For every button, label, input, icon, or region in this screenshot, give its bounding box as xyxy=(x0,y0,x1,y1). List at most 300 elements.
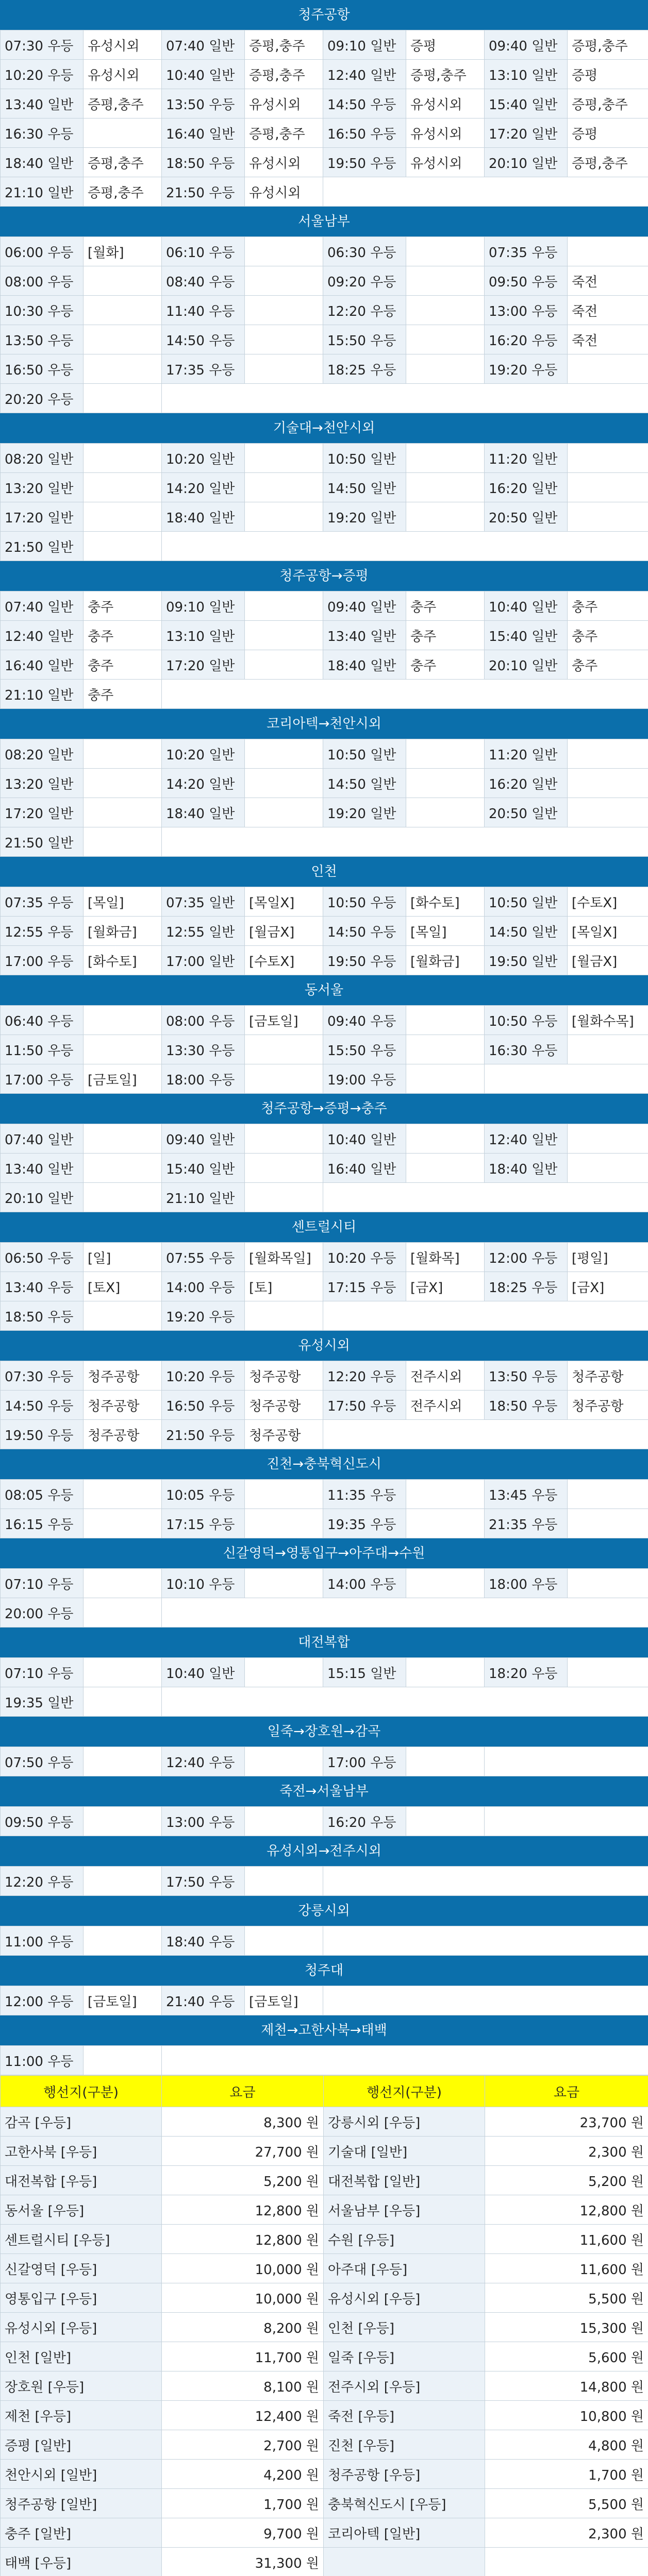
departure-note: 유성시외 xyxy=(84,60,162,89)
departure-note: [토X] xyxy=(84,1272,162,1301)
departure-note: 증평,충주 xyxy=(568,30,648,60)
fare-price: 11,600 원 xyxy=(485,2254,648,2283)
schedule-row xyxy=(1,148,648,177)
departure-note xyxy=(84,798,162,827)
departure-note: 증평,충주 xyxy=(245,118,323,148)
departure-note xyxy=(245,1569,323,1598)
fare-table xyxy=(0,2075,648,2576)
departure-time: 12:40 일반 xyxy=(323,60,406,89)
departure-note xyxy=(245,266,323,296)
fare-price: 10,000 원 xyxy=(162,2283,324,2313)
departure-time: 07:10 우등 xyxy=(1,1569,84,1598)
schedule-row xyxy=(1,1986,648,2015)
departure-note xyxy=(568,502,648,532)
departure-time: 06:10 우등 xyxy=(162,237,245,266)
schedule-table xyxy=(0,1747,648,1776)
empty-cell xyxy=(162,384,648,413)
departure-note: 충주 xyxy=(84,680,162,709)
departure-time: 08:20 일반 xyxy=(1,444,84,473)
schedule-row xyxy=(1,384,648,413)
schedule-table xyxy=(0,30,648,207)
schedule-table xyxy=(0,1926,648,1956)
departure-time: 13:20 일반 xyxy=(1,769,84,798)
departure-time: 08:00 우등 xyxy=(1,266,84,296)
departure-time: 09:40 일반 xyxy=(162,1124,245,1154)
departure-note xyxy=(84,118,162,148)
schedule-table xyxy=(0,2045,648,2075)
departure-time: 18:25 우등 xyxy=(323,354,406,384)
fare-header-row xyxy=(1,2076,648,2107)
departure-time: 16:20 우등 xyxy=(485,325,568,354)
departure-time: 11:50 우등 xyxy=(1,1035,84,1064)
departure-note xyxy=(245,1183,323,1212)
departure-note: 유성시외 xyxy=(84,30,162,60)
departure-time: 06:30 우등 xyxy=(323,237,406,266)
schedule-row xyxy=(1,177,648,207)
departure-note: 유성시외 xyxy=(245,89,323,118)
schedule-row xyxy=(1,2046,648,2075)
departure-time: 14:50 우등 xyxy=(1,1391,84,1420)
departure-note: 증평,충주 xyxy=(568,148,648,177)
departure-note xyxy=(84,1926,162,1956)
schedule-row xyxy=(1,354,648,384)
departure-note xyxy=(84,1807,162,1836)
schedule-row xyxy=(1,1509,648,1538)
departure-time: 15:40 일반 xyxy=(485,89,568,118)
fare-destination: 센트럴시티 [우등] xyxy=(1,2225,162,2254)
fare-column-header: 요금 xyxy=(485,2076,648,2107)
schedule-row xyxy=(1,1420,648,1449)
schedule-row xyxy=(1,1064,648,1094)
fare-destination: 강릉시외 [우등] xyxy=(324,2107,485,2137)
departure-time: 08:00 우등 xyxy=(162,1006,245,1035)
fare-destination: 서울남부 [우등] xyxy=(324,2195,485,2225)
departure-note xyxy=(245,1301,323,1331)
schedule-table xyxy=(0,1479,648,1538)
departure-time: 10:50 우등 xyxy=(485,1006,568,1035)
departure-time: 12:40 우등 xyxy=(162,1747,245,1776)
departure-time: 11:20 일반 xyxy=(485,739,568,769)
departure-note xyxy=(245,1124,323,1154)
departure-time: 16:15 우등 xyxy=(1,1509,84,1538)
departure-note xyxy=(406,1064,485,1094)
departure-time: 19:00 우등 xyxy=(323,1064,406,1094)
departure-note: 증평 xyxy=(568,118,648,148)
departure-time: 13:40 일반 xyxy=(323,621,406,650)
schedule-table xyxy=(0,443,648,561)
departure-time: 18:50 우등 xyxy=(1,1301,84,1331)
departure-time: 19:50 우등 xyxy=(1,1420,84,1449)
departure-time: 20:10 일반 xyxy=(485,650,568,680)
departure-note: 증평 xyxy=(568,60,648,89)
destination-column-header: 행선지(구분) xyxy=(1,2076,162,2107)
departure-time: 18:50 우등 xyxy=(162,148,245,177)
departure-note xyxy=(84,296,162,325)
section-header: 죽전→서울남부 xyxy=(0,1776,648,1806)
fare-price: 1,700 원 xyxy=(485,2460,648,2489)
departure-note xyxy=(245,621,323,650)
departure-note xyxy=(245,739,323,769)
departure-note xyxy=(84,2046,162,2075)
departure-time: 13:40 일반 xyxy=(1,1154,84,1183)
schedule-row xyxy=(1,917,648,946)
departure-time: 18:25 우등 xyxy=(485,1272,568,1301)
departure-time: 17:20 일반 xyxy=(485,118,568,148)
departure-time: 18:40 우등 xyxy=(162,1926,245,1956)
departure-time: 19:50 우등 xyxy=(323,148,406,177)
departure-time: 10:50 우등 xyxy=(323,887,406,917)
section-header: 청주공항→증평 xyxy=(0,561,648,591)
fare-price xyxy=(485,2548,648,2576)
departure-time: 16:40 일반 xyxy=(323,1154,406,1183)
schedule-row xyxy=(1,1598,648,1628)
schedule-row xyxy=(1,1124,648,1154)
departure-note: 증평,충주 xyxy=(406,60,485,89)
departure-time: 14:50 일반 xyxy=(485,917,568,946)
departure-note: 증평,충주 xyxy=(568,89,648,118)
departure-time: 10:20 우등 xyxy=(323,1243,406,1272)
departure-note xyxy=(84,1867,162,1896)
departure-time: 19:20 일반 xyxy=(323,798,406,827)
fare-price: 10,800 원 xyxy=(485,2401,648,2430)
fare-row xyxy=(1,2518,648,2548)
fare-price: 9,700 원 xyxy=(162,2518,324,2548)
empty-cell xyxy=(485,1064,648,1094)
departure-note: 청주공항 xyxy=(568,1361,648,1391)
departure-time: 18:50 우등 xyxy=(485,1391,568,1420)
departure-note: [목일X] xyxy=(568,917,648,946)
fare-destination: 충주 [일반] xyxy=(1,2518,162,2548)
departure-time: 18:40 일반 xyxy=(162,502,245,532)
departure-time: 10:20 일반 xyxy=(162,739,245,769)
fare-price: 31,300 원 xyxy=(162,2548,324,2576)
departure-time: 16:20 일반 xyxy=(485,769,568,798)
departure-note xyxy=(568,739,648,769)
departure-note xyxy=(84,827,162,857)
departure-time: 08:20 일반 xyxy=(1,739,84,769)
departure-note xyxy=(406,354,485,384)
departure-time: 07:35 우등 xyxy=(1,887,84,917)
departure-note xyxy=(568,1509,648,1538)
departure-time: 21:10 일반 xyxy=(162,1183,245,1212)
departure-note xyxy=(245,354,323,384)
departure-time: 19:20 우등 xyxy=(162,1301,245,1331)
departure-note xyxy=(245,502,323,532)
departure-time: 16:40 일반 xyxy=(1,650,84,680)
departure-time: 14:50 우등 xyxy=(323,917,406,946)
departure-note xyxy=(84,1658,162,1687)
departure-time: 14:50 우등 xyxy=(162,325,245,354)
departure-time: 10:30 우등 xyxy=(1,296,84,325)
departure-time: 07:40 일반 xyxy=(1,1124,84,1154)
departure-time: 09:50 우등 xyxy=(485,266,568,296)
departure-note: [화수토] xyxy=(84,946,162,975)
schedule-row xyxy=(1,118,648,148)
fare-price: 4,200 원 xyxy=(162,2460,324,2489)
departure-note xyxy=(84,1480,162,1509)
schedule-row xyxy=(1,946,648,975)
schedule-table xyxy=(0,1806,648,1836)
departure-note xyxy=(406,1807,485,1836)
departure-time: 14:50 일반 xyxy=(323,473,406,502)
schedule-row xyxy=(1,1658,648,1687)
departure-time: 13:20 일반 xyxy=(1,473,84,502)
departure-note xyxy=(84,532,162,561)
departure-note xyxy=(406,1658,485,1687)
fare-destination: 충북혁신도시 [우등] xyxy=(324,2489,485,2518)
fare-price: 5,200 원 xyxy=(162,2166,324,2195)
fare-row xyxy=(1,2254,648,2283)
departure-note xyxy=(245,473,323,502)
departure-time: 14:20 일반 xyxy=(162,473,245,502)
fare-destination: 인천 [일반] xyxy=(1,2342,162,2371)
departure-note: 유성시외 xyxy=(406,118,485,148)
fare-price: 12,800 원 xyxy=(162,2195,324,2225)
section-header: 신갈영덕→영통입구→아주대→수원 xyxy=(0,1538,648,1568)
schedule-row xyxy=(1,237,648,266)
departure-time: 13:45 우등 xyxy=(485,1480,568,1509)
departure-note xyxy=(406,1509,485,1538)
departure-note xyxy=(84,266,162,296)
departure-time: 10:10 우등 xyxy=(162,1569,245,1598)
departure-time: 07:35 우등 xyxy=(485,237,568,266)
departure-note: 충주 xyxy=(568,591,648,621)
departure-time: 10:20 우등 xyxy=(1,60,84,89)
departure-note xyxy=(406,502,485,532)
schedule-table xyxy=(0,1005,648,1094)
departure-time: 18:00 우등 xyxy=(485,1569,568,1598)
departure-time: 15:50 우등 xyxy=(323,1035,406,1064)
fare-row xyxy=(1,2342,648,2371)
departure-time: 11:20 일반 xyxy=(485,444,568,473)
departure-note: [금X] xyxy=(568,1272,648,1301)
fare-row xyxy=(1,2137,648,2166)
departure-time: 17:20 일반 xyxy=(1,798,84,827)
departure-time: 10:40 일반 xyxy=(162,1658,245,1687)
empty-cell xyxy=(323,1420,648,1449)
departure-note xyxy=(245,1747,323,1776)
departure-time: 08:40 우등 xyxy=(162,266,245,296)
departure-time: 21:10 일반 xyxy=(1,177,84,207)
departure-time: 21:50 우등 xyxy=(162,177,245,207)
departure-time: 10:20 일반 xyxy=(162,444,245,473)
departure-time: 13:40 일반 xyxy=(1,89,84,118)
fare-price: 2,300 원 xyxy=(485,2518,648,2548)
departure-time: 17:15 우등 xyxy=(162,1509,245,1538)
departure-note: 충주 xyxy=(406,650,485,680)
fare-destination: 동서울 [우등] xyxy=(1,2195,162,2225)
departure-time: 17:20 일반 xyxy=(1,502,84,532)
departure-time: 06:40 우등 xyxy=(1,1006,84,1035)
departure-note: 증평,충주 xyxy=(245,60,323,89)
departure-note xyxy=(245,1658,323,1687)
departure-time: 15:15 일반 xyxy=(323,1658,406,1687)
departure-time: 13:00 우등 xyxy=(485,296,568,325)
departure-time: 07:55 우등 xyxy=(162,1243,245,1272)
section-header: 기술대→천안시외 xyxy=(0,413,648,443)
fare-destination: 수원 [우등] xyxy=(324,2225,485,2254)
departure-time: 15:40 일반 xyxy=(162,1154,245,1183)
departure-note xyxy=(84,1509,162,1538)
departure-time: 11:00 우등 xyxy=(1,1926,84,1956)
departure-note: 유성시외 xyxy=(406,148,485,177)
departure-time: 14:00 우등 xyxy=(162,1272,245,1301)
departure-time: 16:20 우등 xyxy=(323,1807,406,1836)
destination-column-header: 행선지(구분) xyxy=(324,2076,485,2107)
section-header: 진천→충북혁신도시 xyxy=(0,1449,648,1479)
departure-time: 21:50 우등 xyxy=(162,1420,245,1449)
departure-time: 20:20 우등 xyxy=(1,384,84,413)
departure-note: [월화수목] xyxy=(568,1006,648,1035)
departure-time: 07:30 우등 xyxy=(1,30,84,60)
fare-price: 14,800 원 xyxy=(485,2371,648,2401)
schedule-row xyxy=(1,1301,648,1331)
departure-time: 14:50 우등 xyxy=(323,89,406,118)
schedule-table xyxy=(0,1657,648,1717)
departure-time: 17:50 우등 xyxy=(323,1391,406,1420)
fare-destination: 진천 [우등] xyxy=(324,2430,485,2460)
schedule-table xyxy=(0,236,648,413)
departure-time: 13:50 우등 xyxy=(485,1361,568,1391)
schedule-row xyxy=(1,1183,648,1212)
departure-note: [수토X] xyxy=(568,887,648,917)
schedule-row xyxy=(1,769,648,798)
departure-note: [금X] xyxy=(406,1272,485,1301)
empty-cell xyxy=(162,1598,648,1628)
departure-note xyxy=(84,1687,162,1717)
fare-price: 11,700 원 xyxy=(162,2342,324,2371)
departure-note: [월화목] xyxy=(406,1243,485,1272)
schedule-row xyxy=(1,444,648,473)
fare-price: 1,700 원 xyxy=(162,2489,324,2518)
departure-time: 09:20 우등 xyxy=(323,266,406,296)
fare-destination: 고한사북 [우등] xyxy=(1,2137,162,2166)
fare-row xyxy=(1,2313,648,2342)
schedule-row xyxy=(1,266,648,296)
departure-note: [금토일] xyxy=(245,1006,323,1035)
departure-note: 전주시외 xyxy=(406,1391,485,1420)
departure-time: 19:20 일반 xyxy=(323,502,406,532)
departure-note: [목일] xyxy=(406,917,485,946)
schedule-row xyxy=(1,1687,648,1717)
fare-destination: 코리아텍 [일반] xyxy=(324,2518,485,2548)
departure-time: 15:50 우등 xyxy=(323,325,406,354)
departure-time: 07:30 우등 xyxy=(1,1361,84,1391)
departure-note: [월화금] xyxy=(406,946,485,975)
departure-note xyxy=(84,502,162,532)
departure-time: 13:10 일반 xyxy=(485,60,568,89)
fare-row xyxy=(1,2225,648,2254)
departure-note xyxy=(406,769,485,798)
departure-time: 20:10 일반 xyxy=(1,1183,84,1212)
departure-time: 07:40 일반 xyxy=(1,591,84,621)
section-header: 청주대 xyxy=(0,1956,648,1986)
departure-note xyxy=(84,1154,162,1183)
departure-time: 12:40 일반 xyxy=(485,1124,568,1154)
empty-cell xyxy=(323,1867,648,1896)
schedule-table xyxy=(0,591,648,709)
fare-price: 2,700 원 xyxy=(162,2430,324,2460)
departure-note xyxy=(406,325,485,354)
departure-time: 17:00 우등 xyxy=(1,1064,84,1094)
empty-cell xyxy=(323,177,648,207)
fare-price: 5,500 원 xyxy=(485,2283,648,2313)
departure-note: 청주공항 xyxy=(568,1391,648,1420)
departure-time: 13:50 우등 xyxy=(162,89,245,118)
departure-note xyxy=(84,1183,162,1212)
departure-note: 청주공항 xyxy=(84,1361,162,1391)
fare-destination: 대전복합 [우등] xyxy=(1,2166,162,2195)
departure-note xyxy=(406,1569,485,1598)
fare-row xyxy=(1,2489,648,2518)
schedule-table xyxy=(0,1866,648,1896)
departure-note: 청주공항 xyxy=(245,1361,323,1391)
fare-destination: 천안시외 [일반] xyxy=(1,2460,162,2489)
departure-note: 청주공항 xyxy=(84,1391,162,1420)
departure-note xyxy=(568,354,648,384)
departure-time: 16:50 우등 xyxy=(162,1391,245,1420)
fare-destination: 일죽 [우등] xyxy=(324,2342,485,2371)
departure-note xyxy=(84,444,162,473)
section-header: 강릉시외 xyxy=(0,1896,648,1926)
departure-time: 12:55 우등 xyxy=(1,917,84,946)
schedule-table xyxy=(0,887,648,975)
departure-note xyxy=(568,237,648,266)
schedule-row xyxy=(1,1361,648,1391)
departure-note xyxy=(406,1006,485,1035)
departure-time: 10:05 우등 xyxy=(162,1480,245,1509)
fare-price: 15,300 원 xyxy=(485,2313,648,2342)
departure-note xyxy=(568,1569,648,1598)
fare-row xyxy=(1,2460,648,2489)
departure-note: 유성시외 xyxy=(245,148,323,177)
schedule-row xyxy=(1,89,648,118)
schedule-table xyxy=(0,1568,648,1628)
empty-cell xyxy=(162,2046,648,2075)
section-header: 센트럴시티 xyxy=(0,1212,648,1242)
departure-time: 18:40 일반 xyxy=(1,148,84,177)
departure-note xyxy=(84,1124,162,1154)
departure-time: 17:00 일반 xyxy=(162,946,245,975)
departure-time: 12:00 우등 xyxy=(485,1243,568,1272)
departure-note xyxy=(406,473,485,502)
departure-note: 증평,충주 xyxy=(245,30,323,60)
departure-time: 19:35 일반 xyxy=(1,1687,84,1717)
fare-destination: 태백 [우등] xyxy=(1,2548,162,2576)
schedule-row xyxy=(1,1243,648,1272)
departure-note: 전주시외 xyxy=(406,1361,485,1391)
departure-time: 18:40 일반 xyxy=(323,650,406,680)
schedule-row xyxy=(1,887,648,917)
empty-cell xyxy=(485,1807,648,1836)
departure-note xyxy=(84,1006,162,1035)
departure-note: 유성시외 xyxy=(245,177,323,207)
fare-price: 5,500 원 xyxy=(485,2489,648,2518)
schedule-row xyxy=(1,621,648,650)
departure-time: 18:40 일반 xyxy=(162,798,245,827)
departure-note: 충주 xyxy=(568,621,648,650)
departure-note xyxy=(84,1598,162,1628)
section-header: 대전복합 xyxy=(0,1628,648,1657)
fare-price: 11,600 원 xyxy=(485,2225,648,2254)
departure-time: 20:50 일반 xyxy=(485,798,568,827)
empty-cell xyxy=(162,532,648,561)
schedule-row xyxy=(1,1807,648,1836)
departure-time: 16:30 우등 xyxy=(485,1035,568,1064)
section-header: 코리아텍→천안시외 xyxy=(0,709,648,739)
departure-time: 09:40 일반 xyxy=(485,30,568,60)
schedule-row xyxy=(1,1569,648,1598)
